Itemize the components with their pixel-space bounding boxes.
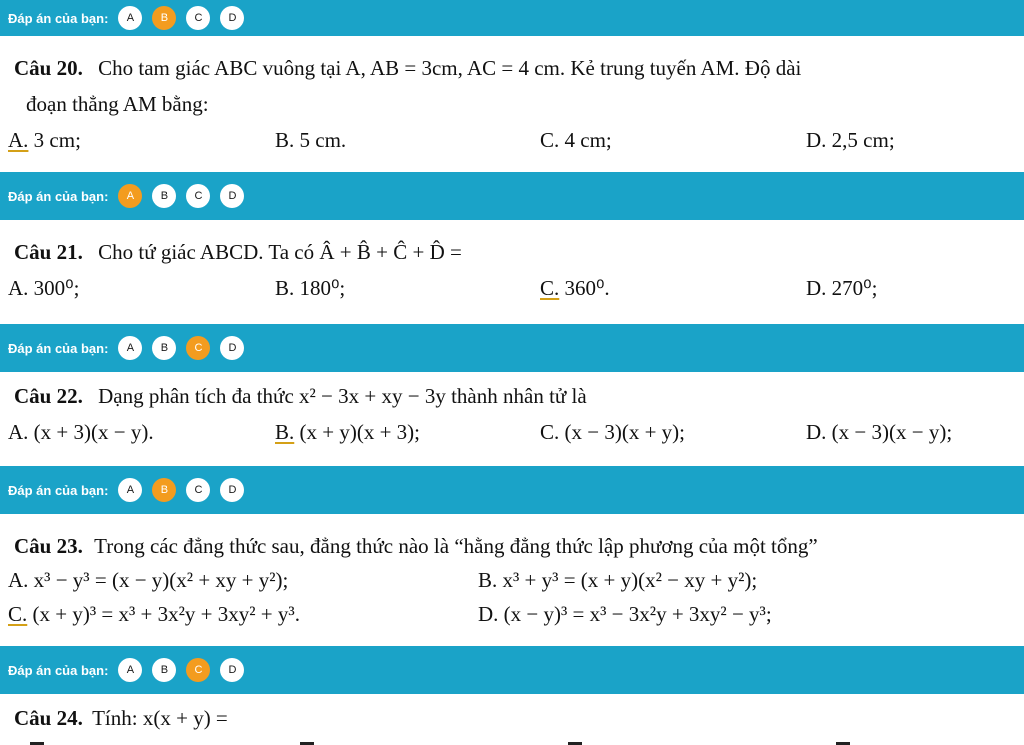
question-text bbox=[14, 534, 818, 559]
choice-a bbox=[8, 276, 79, 301]
answer-option-a[interactable]: A bbox=[118, 658, 142, 682]
answer-option-a[interactable]: A bbox=[118, 478, 142, 502]
answer-option-d[interactable]: D bbox=[220, 478, 244, 502]
choice-d bbox=[806, 276, 877, 301]
question-line-2: đoạn thẳng AM bằng: bbox=[26, 92, 209, 116]
choice-c bbox=[540, 128, 612, 153]
answer-option-b[interactable]: B bbox=[152, 6, 176, 30]
question-text bbox=[14, 384, 587, 409]
choice-d bbox=[806, 420, 952, 445]
question-text bbox=[14, 240, 462, 265]
question-number: Câu 24. bbox=[14, 706, 83, 730]
choice-text: x³ + y³ = (x + y)(x² − xy + y²); bbox=[502, 568, 758, 592]
question-text bbox=[14, 56, 801, 81]
choice-letter: A. bbox=[8, 128, 29, 152]
answer-option-d[interactable]: D bbox=[220, 6, 244, 30]
answer-option-c[interactable]: C bbox=[186, 6, 210, 30]
choice-b bbox=[275, 276, 345, 301]
answer-option-c[interactable]: C bbox=[186, 336, 210, 360]
answer-bar-22 bbox=[0, 324, 1024, 372]
choice-text: x³ − y³ = (x − y)(x² + xy + y²); bbox=[33, 568, 289, 592]
question-line: Dạng phân tích đa thức x² − 3x + xy − 3y thành nhân tử là bbox=[98, 384, 587, 408]
answer-option-d[interactable]: D bbox=[220, 336, 244, 360]
choice-c bbox=[8, 602, 300, 627]
choice-text: 360⁰. bbox=[564, 276, 610, 300]
choice-b bbox=[275, 128, 346, 153]
choice-letter: A. bbox=[8, 568, 29, 592]
choice-letter: D. bbox=[806, 276, 827, 300]
choice-b bbox=[478, 568, 757, 593]
choice-d bbox=[478, 602, 772, 627]
choice-letter: B. bbox=[478, 568, 498, 592]
choice-text: 5 cm. bbox=[299, 128, 347, 152]
answer-option-c[interactable]: C bbox=[186, 658, 210, 682]
choice-letter: D. bbox=[806, 128, 827, 152]
choice-d bbox=[806, 128, 895, 153]
choice-letter: D. bbox=[806, 420, 827, 444]
question-number: Câu 23. bbox=[14, 534, 83, 558]
question-line: Trong các đẳng thức sau, đẳng thức nào là “hằng đẳng thức lập phương của một tổng” bbox=[94, 534, 818, 558]
choice-c bbox=[540, 420, 685, 445]
choice-letter: C. bbox=[540, 420, 560, 444]
choice-c bbox=[540, 276, 610, 301]
answer-option-b[interactable]: B bbox=[152, 658, 176, 682]
answer-option-d[interactable]: D bbox=[220, 658, 244, 682]
answer-option-c[interactable]: C bbox=[186, 184, 210, 208]
answer-label: Đáp án của bạn: bbox=[8, 482, 109, 498]
question-line: Cho tứ giác ABCD. Ta có Â + B̂ + Ĉ + D̂ = bbox=[98, 240, 462, 264]
answer-option-d[interactable]: D bbox=[220, 184, 244, 208]
choice-text: (x + y)(x + 3); bbox=[299, 420, 421, 444]
question-23 bbox=[0, 514, 1024, 646]
question-line: Tính: x(x + y) = bbox=[92, 706, 228, 730]
answer-option-c[interactable]: C bbox=[186, 478, 210, 502]
choice-text: 270⁰; bbox=[831, 276, 878, 300]
question-number: Câu 22. bbox=[14, 384, 83, 408]
question-number: Câu 21. bbox=[14, 240, 83, 264]
choice-a bbox=[8, 420, 154, 445]
cutoff-next-row bbox=[0, 736, 1024, 745]
answer-bar-21 bbox=[0, 172, 1024, 220]
choice-text: 4 cm; bbox=[564, 128, 612, 152]
choice-text: 300⁰; bbox=[33, 276, 80, 300]
choice-letter: B. bbox=[275, 420, 295, 444]
choice-letter: C. bbox=[540, 128, 560, 152]
question-20 bbox=[0, 36, 1024, 172]
answer-label: Đáp án của bạn: bbox=[8, 188, 109, 204]
answer-label: Đáp án của bạn: bbox=[8, 340, 109, 356]
choice-letter: D. bbox=[478, 602, 499, 626]
answer-option-b[interactable]: B bbox=[152, 478, 176, 502]
answer-option-b[interactable]: B bbox=[152, 184, 176, 208]
answer-bar-24 bbox=[0, 646, 1024, 694]
answer-label: Đáp án của bạn: bbox=[8, 10, 109, 26]
choice-text: 2,5 cm; bbox=[831, 128, 895, 152]
answer-bar-23 bbox=[0, 466, 1024, 514]
choice-text: (x − y)³ = x³ − 3x²y + 3xy² − y³; bbox=[503, 602, 772, 626]
answer-option-a[interactable]: A bbox=[118, 184, 142, 208]
choice-text: 3 cm; bbox=[33, 128, 81, 152]
question-number: Câu 20. bbox=[14, 56, 83, 80]
choice-a bbox=[8, 128, 81, 153]
question-22 bbox=[0, 372, 1024, 466]
choice-text: 180⁰; bbox=[299, 276, 346, 300]
choice-letter: A. bbox=[8, 276, 29, 300]
answer-option-a[interactable]: A bbox=[118, 336, 142, 360]
answer-option-a[interactable]: A bbox=[118, 6, 142, 30]
answer-label: Đáp án của bạn: bbox=[8, 662, 109, 678]
choice-letter: A. bbox=[8, 420, 29, 444]
choice-text: (x − 3)(x − y); bbox=[831, 420, 953, 444]
choice-letter: B. bbox=[275, 128, 295, 152]
choice-text: (x − 3)(x + y); bbox=[564, 420, 686, 444]
choice-letter: C. bbox=[8, 602, 28, 626]
question-text bbox=[14, 706, 228, 731]
choice-b bbox=[275, 420, 420, 445]
answer-option-b[interactable]: B bbox=[152, 336, 176, 360]
choice-text: (x + y)³ = x³ + 3x²y + 3xy² + y³. bbox=[32, 602, 300, 626]
choice-letter: C. bbox=[540, 276, 560, 300]
question-21 bbox=[0, 220, 1024, 324]
question-line: Cho tam giác ABC vuông tại A, AB = 3cm, AC = 4 cm. Kẻ trung tuyến AM. Độ dài bbox=[98, 56, 802, 80]
choice-a bbox=[8, 568, 288, 593]
answer-bar-20 bbox=[0, 0, 1024, 36]
choice-letter: B. bbox=[275, 276, 295, 300]
choice-text: (x + 3)(x − y). bbox=[33, 420, 154, 444]
